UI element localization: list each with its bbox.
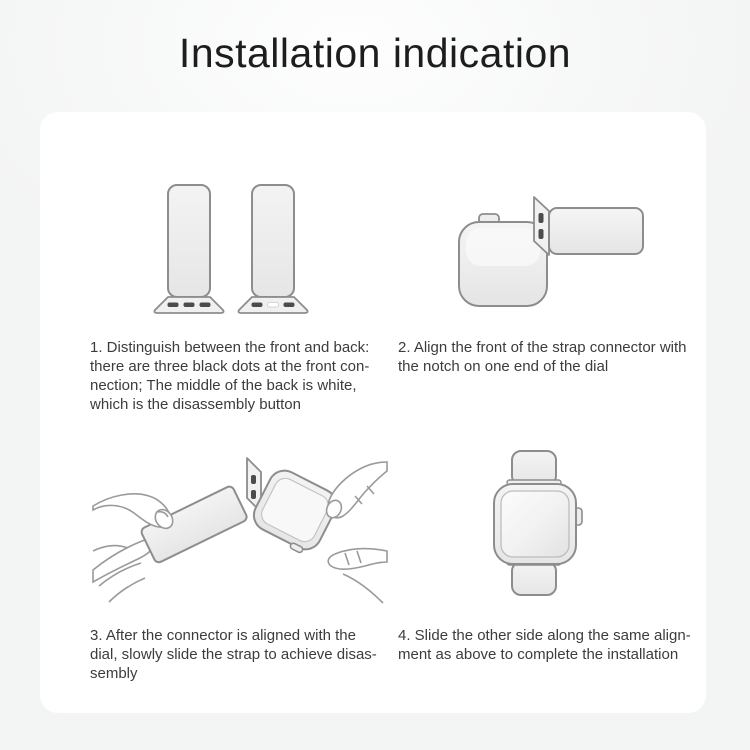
watch-screen bbox=[501, 491, 569, 557]
step-1-caption bbox=[90, 338, 369, 414]
caption-line: ment as above to complete the installation bbox=[398, 646, 679, 663]
connector-pin-2 bbox=[251, 490, 256, 499]
caption-line: 2. Align the front of the strap connector with bbox=[398, 339, 687, 356]
caption-line: 3. After the connector is aligned with the bbox=[90, 627, 356, 644]
left-hand bbox=[93, 540, 153, 602]
strap-band bbox=[549, 208, 643, 254]
assembled-watch-illustration bbox=[486, 448, 586, 598]
step-3-caption bbox=[90, 626, 377, 683]
step-3-illustration bbox=[95, 450, 385, 610]
instruction-panel bbox=[40, 112, 706, 713]
front-dot-3 bbox=[200, 303, 211, 308]
step-2-caption bbox=[398, 338, 687, 376]
strap-front-back-illustration bbox=[154, 183, 324, 318]
caption-line: which is the disassembly button bbox=[90, 396, 301, 413]
connector-pin-1 bbox=[251, 475, 256, 484]
connector-pin-1 bbox=[539, 213, 544, 223]
step-4-illustration bbox=[486, 448, 586, 598]
caption-line: 4. Slide the other side along the same align- bbox=[398, 627, 691, 644]
disassembly-button bbox=[268, 303, 279, 308]
caption-line: nection; The middle of the back is white, bbox=[90, 377, 357, 394]
front-dot-2 bbox=[184, 303, 195, 308]
back-dot-1 bbox=[252, 303, 263, 308]
caption-line: sembly bbox=[90, 665, 138, 682]
front-dot-1 bbox=[168, 303, 179, 308]
connector-align-illustration bbox=[445, 195, 665, 313]
page-title: Installation indication bbox=[178, 30, 572, 76]
step-2-illustration bbox=[445, 195, 665, 313]
left-thumb bbox=[93, 494, 176, 532]
slide-strap-hands-illustration bbox=[95, 450, 385, 610]
strap-back bbox=[238, 185, 307, 313]
caption-line: 1. Distinguish between the front and back: bbox=[90, 339, 370, 356]
step-1-illustration bbox=[154, 183, 324, 318]
strap-front bbox=[154, 185, 223, 313]
back-dot-3 bbox=[284, 303, 295, 308]
right-hand bbox=[324, 462, 387, 603]
connector-pin-2 bbox=[539, 229, 544, 239]
step-4-caption bbox=[398, 626, 691, 664]
bottom-strap bbox=[512, 562, 556, 595]
caption-line: there are three black dots at the front con- bbox=[90, 358, 370, 375]
caption-line: dial, slowly slide the strap to achieve disas- bbox=[90, 646, 377, 663]
caption-line: the notch on one end of the dial bbox=[398, 358, 609, 375]
